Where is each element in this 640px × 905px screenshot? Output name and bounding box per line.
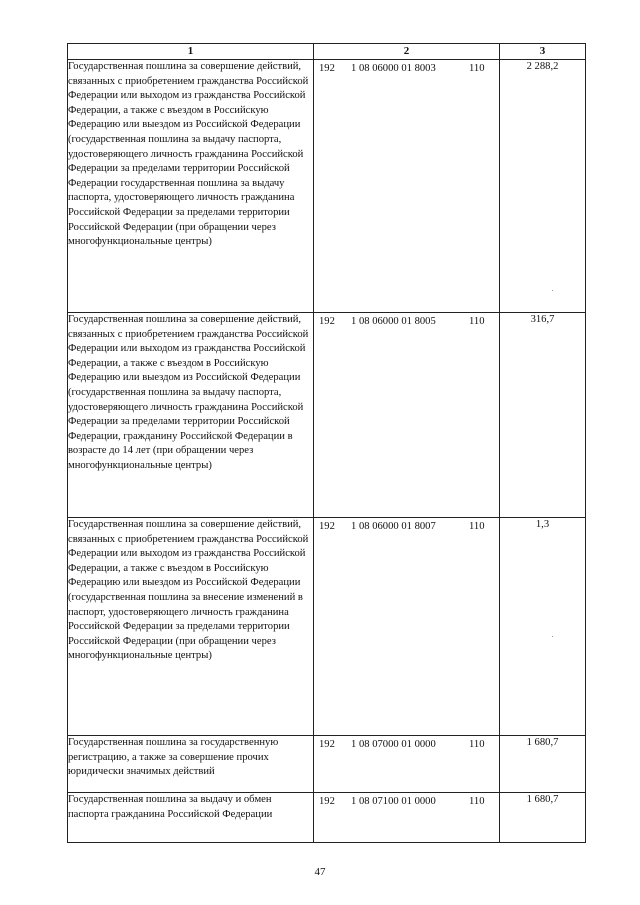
admin-code: 192 bbox=[319, 521, 335, 532]
row-description: Государственная пошлина за совершение действий, связанных с приобретением гражданства Российской Федерации или выходом из гражданства Российской Федерации, а также с въездом в Российскую Федерацию или выездом из Российской Федерации (государственная пошлина за выдачу паспорта, удостоверяющего личность гражданина Российской Федерации за пределами территории Российской Федерации государственная пошлина за выдачу паспорта, удостоверяющего личность гражданина Российской Федерации за пределами территории Российской Федерации (при обращении через многофункциональные центры) bbox=[68, 60, 314, 313]
row-amount: 1 680,7 bbox=[500, 793, 586, 843]
page-number: 47 bbox=[314, 866, 326, 878]
scan-speck bbox=[552, 290, 553, 291]
subtype-code: 110 bbox=[469, 316, 485, 327]
table-row bbox=[68, 313, 586, 518]
budget-classification-code: 1 08 07100 01 0000 bbox=[351, 796, 436, 807]
row-amount: 1,3 bbox=[500, 518, 586, 736]
admin-code: 192 bbox=[319, 63, 335, 74]
row-description: Государственная пошлина за совершение действий, связанных с приобретением гражданства Российской Федерации или выходом из гражданства Российской Федерации, а также с въездом в Российскую Федерацию или выездом из Российской Федерации (государственная пошлина за выдачу паспорта, удостоверяющего личность гражданина Российской Федерации за пределами территории Российской Федерации, гражданину Российской Федерации в возрасте до 14 лет (при обращении через многофункциональные центры) bbox=[68, 313, 314, 518]
table-row bbox=[68, 518, 586, 736]
table-row bbox=[68, 60, 586, 313]
column-header-2: 2 bbox=[314, 44, 500, 60]
column-header-3: 3 bbox=[500, 44, 586, 60]
admin-code: 192 bbox=[319, 739, 335, 750]
admin-code: 192 bbox=[319, 316, 335, 327]
row-amount: 1 680,7 bbox=[500, 736, 586, 793]
row-description: Государственная пошлина за совершение действий, связанных с приобретением гражданства Российской Федерации или выходом из гражданства Российской Федерации, а также с въездом в Российскую Федерацию или выездом из Российской Федерации (государственная пошлина за внесение изменений в паспорт, удостоверяющего личность гражданина Российской Федерации за пределами территории Российской Федерации (при обращении через многофункциональные центры) bbox=[68, 518, 314, 736]
subtype-code: 110 bbox=[469, 521, 485, 532]
subtype-code: 110 bbox=[469, 63, 485, 74]
budget-classification-code: 1 08 06000 01 8005 bbox=[351, 316, 436, 327]
budget-table bbox=[67, 43, 586, 843]
row-description: Государственная пошлина за выдачу и обмен паспорта гражданина Российской Федерации bbox=[68, 793, 314, 843]
row-amount: 316,7 bbox=[500, 313, 586, 518]
table-row bbox=[68, 736, 586, 793]
row-codes bbox=[314, 736, 500, 793]
budget-classification-code: 1 08 06000 01 8003 bbox=[351, 63, 436, 74]
budget-classification-code: 1 08 07000 01 0000 bbox=[351, 739, 436, 750]
subtype-code: 110 bbox=[469, 796, 485, 807]
budget-classification-code: 1 08 06000 01 8007 bbox=[351, 521, 436, 532]
scan-speck bbox=[552, 636, 553, 637]
row-codes bbox=[314, 60, 500, 313]
subtype-code: 110 bbox=[469, 739, 485, 750]
row-description: Государственная пошлина за государственную регистрацию, а также за совершение прочих юридически значимых действий bbox=[68, 736, 314, 793]
row-codes bbox=[314, 793, 500, 843]
row-amount: 2 288,2 bbox=[500, 60, 586, 313]
row-codes bbox=[314, 518, 500, 736]
row-codes bbox=[314, 313, 500, 518]
table-row bbox=[68, 793, 586, 843]
table-header-row bbox=[68, 44, 586, 60]
admin-code: 192 bbox=[319, 796, 335, 807]
column-header-1: 1 bbox=[68, 44, 314, 60]
